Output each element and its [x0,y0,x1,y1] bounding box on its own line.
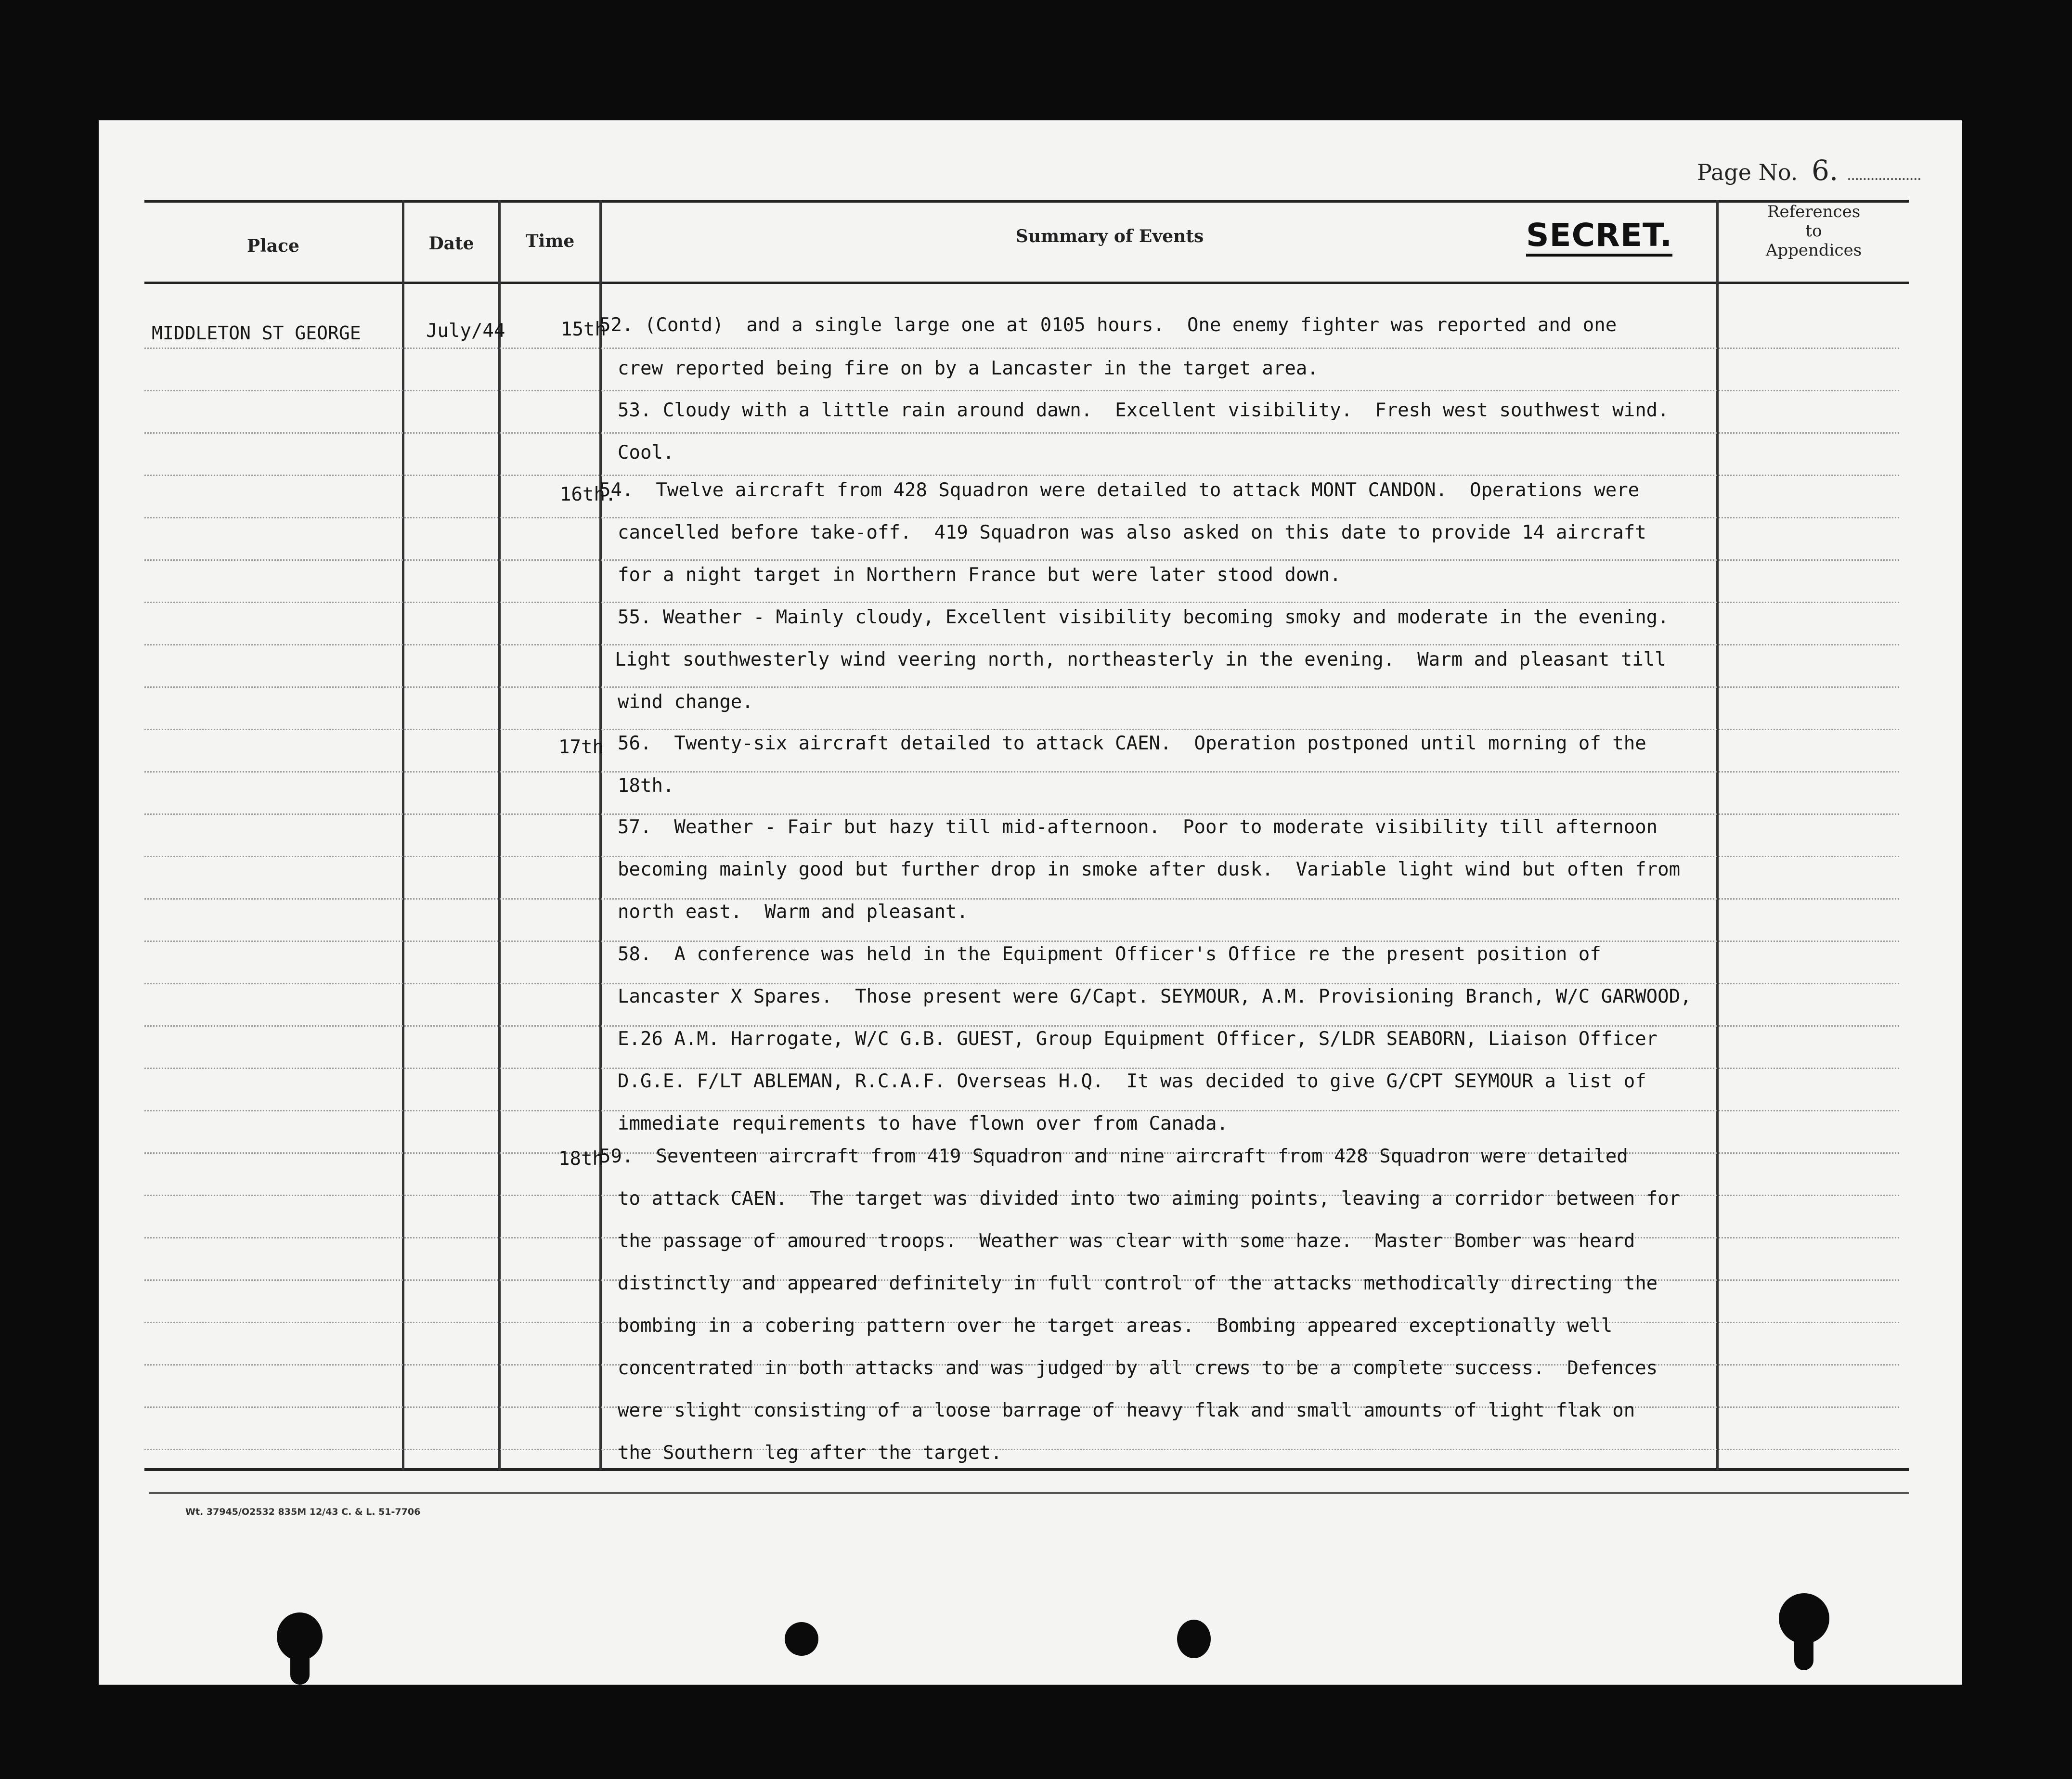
date-entry: July/44 [426,320,505,342]
row-line [144,686,1899,688]
page-number-label: Page No. [1697,159,1798,185]
header-date: Date [428,233,474,254]
summary-line: for a night target in Northern France but were later stood down. [618,564,1341,586]
summary-line: 53. Cloudy with a little rain around dawn. Excellent visibility. Fresh west southwest wind. [618,400,1669,421]
summary-line: 55. Weather - Mainly cloudy, Excellent visibility becoming smoky and moderate in the evening. [618,606,1669,628]
row-line [144,1110,1899,1111]
time-entry-15th: 15th [561,319,606,340]
summary-line: 54. Twelve aircraft from 428 Squadron were detailed to attack MONT CANDON. Operations were [599,479,1640,501]
row-line [144,898,1899,900]
row-line [144,559,1899,561]
summary-line: bombing in a cobering pattern over he target areas. Bombing appeared exceptionally well [618,1315,1613,1337]
summary-line: immediate requirements to have flown over from Canada. [618,1113,1228,1134]
page-number [1697,154,1920,187]
row-line [144,1068,1899,1069]
summary-line: the Southern leg after the target. [618,1442,1002,1464]
summary-line: cancelled before take-off. 419 Squadron was also asked on this date to provide 14 aircraft [618,522,1646,543]
summary-line: distinctly and appeared definitely in full control of the attacks methodically directing the [618,1273,1658,1294]
header-refs-line-1: References [1767,202,1861,221]
page-number-value: 6. [1811,154,1839,187]
form-printer-code: Wt. 37945/O2532 835M 12/43 C. & L. 51-7706 [185,1507,421,1517]
summary-line: Lancaster X Spares. Those present were G/Capt. SEYMOUR, A.M. Provisioning Branch, W/C GARWOOD, [618,986,1692,1007]
row-line [144,983,1899,984]
row-line [144,813,1899,815]
time-entry-17th: 17th [558,736,604,758]
punch-hole-tear [290,1646,310,1685]
summary-line: crew reported being fire on by a Lancaster in the target area. [618,358,1319,379]
place-entry: MIDDLETON ST GEORGE [152,322,361,344]
summary-line: north east. Warm and pleasant. [618,901,968,923]
row-line [144,644,1899,645]
row-line [144,771,1899,773]
header-time: Time [525,231,575,251]
row-line [144,729,1899,730]
row-line [144,602,1899,603]
punch-hole [785,1622,818,1656]
summary-line: D.G.E. F/LT ABLEMAN, R.C.A.F. Overseas H.Q. It was decided to give G/CPT SEYMOUR a list of [618,1070,1646,1092]
row-line [144,941,1899,942]
row-line [144,348,1899,349]
summary-line: Light southwesterly wind veering north, northeasterly in the evening. Warm and pleasant till [615,649,1666,670]
punch-hole-tear [1794,1632,1813,1670]
summary-line: 18th. [618,775,674,797]
row-line [144,1025,1899,1027]
header-summary: Summary of Events [1015,226,1204,246]
secret-stamp: SECRET. [1526,217,1672,257]
row-line [144,1449,1899,1450]
header-bottom-rule [144,282,1909,284]
header-refs-line-3: Appendices [1765,241,1862,260]
header-refs-line-2: to [1805,221,1822,241]
war-diary-sheet [99,120,1962,1685]
summary-line: were slight consisting of a loose barrage of heavy flak and small amounts of light flak on [618,1400,1635,1421]
summary-line: the passage of amoured troops. Weather was clear with some haze. Master Bomber was heard [618,1230,1635,1252]
row-line [144,856,1899,857]
summary-line: 58. A conference was held in the Equipment Officer's Office re the present position of [618,943,1601,965]
summary-line: E.26 A.M. Harrogate, W/C G.B. GUEST, Group Equipment Officer, S/LDR SEABORN, Liaison Officer [618,1028,1658,1050]
punch-hole [1177,1620,1211,1658]
table-bottom-rule [144,1468,1909,1471]
summary-line: concentrated in both attacks and was judged by all crews to be a complete success. Defences [618,1357,1658,1379]
time-entry-18th: 18th [558,1148,604,1170]
time-entry-16th: 16th. [560,484,617,505]
row-line [144,475,1899,476]
summary-line: becoming mainly good but further drop in smoke after dusk. Variable light wind but often from [618,859,1681,880]
header-place: Place [247,236,299,256]
summary-line: 52. (Contd) and a single large one at 0105 hours. One enemy fighter was reported and one [599,314,1617,336]
row-line [144,517,1899,518]
page-number-dotted-line [1848,178,1920,180]
footer-rule [149,1492,1909,1494]
row-line [144,432,1899,434]
summary-line: wind change. [618,691,753,713]
summary-line: 57. Weather - Fair but hazy till mid-afternoon. Poor to moderate visibility till afternoon [618,816,1658,838]
summary-line: 56. Twenty-six aircraft detailed to attack CAEN. Operation postponed until morning of the [618,733,1646,754]
summary-line: Cool. [618,442,674,464]
row-line [144,390,1899,391]
header-top-rule [144,200,1909,203]
summary-line: to attack CAEN. The target was divided into two aiming points, leaving a corridor between for [618,1188,1681,1210]
header-references [1719,202,1909,260]
summary-line: 59. Seventeen aircraft from 419 Squadron and nine aircraft from 428 Squadron were detailed [599,1146,1628,1167]
